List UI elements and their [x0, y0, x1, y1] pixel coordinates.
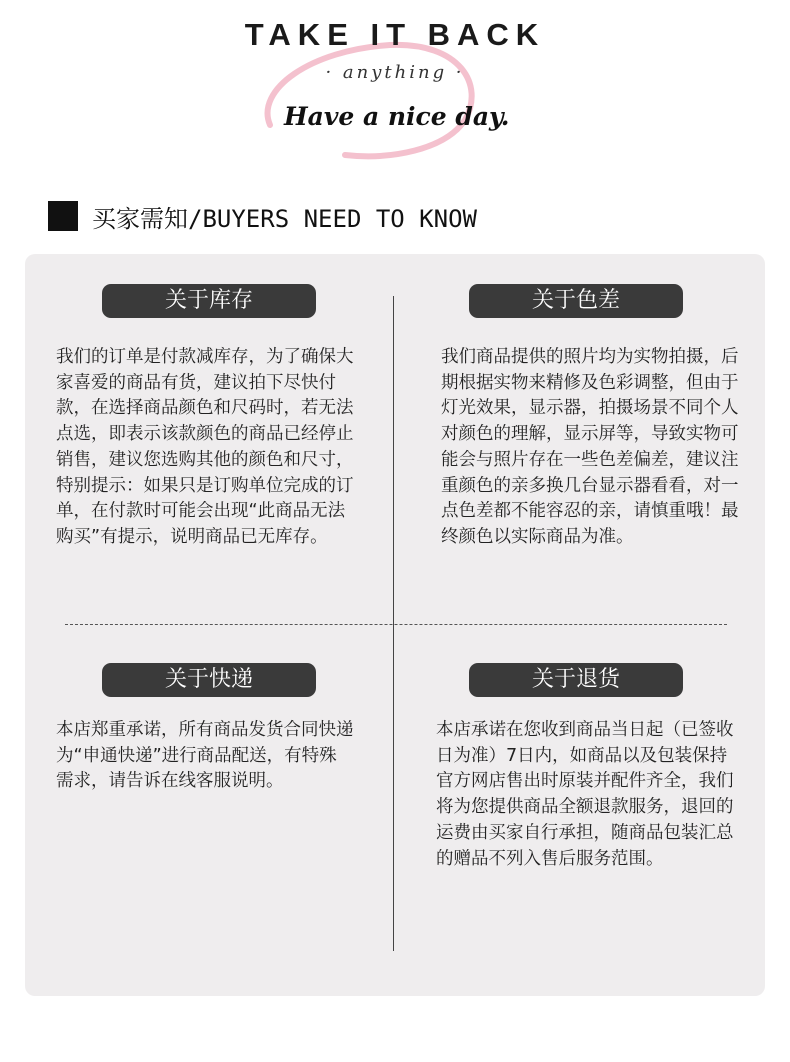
horizontal-divider [65, 624, 727, 625]
section-title: 买家需知/BUYERS NEED TO KNOW [92, 204, 477, 233]
inventory-title: 关于库存 [102, 284, 316, 318]
returns-title: 关于退货 [469, 663, 683, 697]
brand-logo [0, 0, 790, 175]
brand-tagline: · anything · [325, 62, 465, 83]
returns-text: 本店承诺在您收到商品当日起（已签收日为准）7日内，如商品以及包装保持官方网店售出时原装并配件齐全，我们将为您提供商品全额退款服务，退回的运费由买家自行承担，随商品包装汇总的赠品不列入售后服务范围。 [436, 720, 734, 869]
shipping-title: 关于快递 [102, 663, 316, 697]
inventory-text: 我们的订单是付款减库存，为了确保大家喜爱的商品有货，建议拍下尽快付款，在选择商品颜色和尺码时，若无法点选，即表示该款颜色的商品已经停止销售，建议您选购其他的颜色和尺寸，特别提示：如果只是订购单位完成的订单，在付款时可能会出现“此商品无法购买”有提示，说明商品已无库存。 [56, 347, 354, 547]
brand-name: TAKE IT BACK [244, 17, 546, 52]
brand-motto: Have a nice day. [284, 102, 510, 131]
section-header [48, 199, 477, 233]
shipping-text: 本店郑重承诺，所有商品发货合同快递为“申通快递”进行商品配送，有特殊需求，请告诉在线客服说明。 [56, 720, 354, 792]
square-bullet-icon [48, 201, 78, 231]
color-title: 关于色差 [469, 284, 683, 318]
color-text: 我们商品提供的照片均为实物拍摄，后期根据实物来精修及色彩调整，但由于灯光效果，显示器，拍摄场景不同个人对颜色的理解，显示屏等，导致实物可能会与照片存在一些色差偏差，建议注重颜色的亲多换几台显示器看看，对一点色差都不能容忍的亲，请慎重哦！最终颜色以实际商品为准。 [441, 347, 739, 547]
